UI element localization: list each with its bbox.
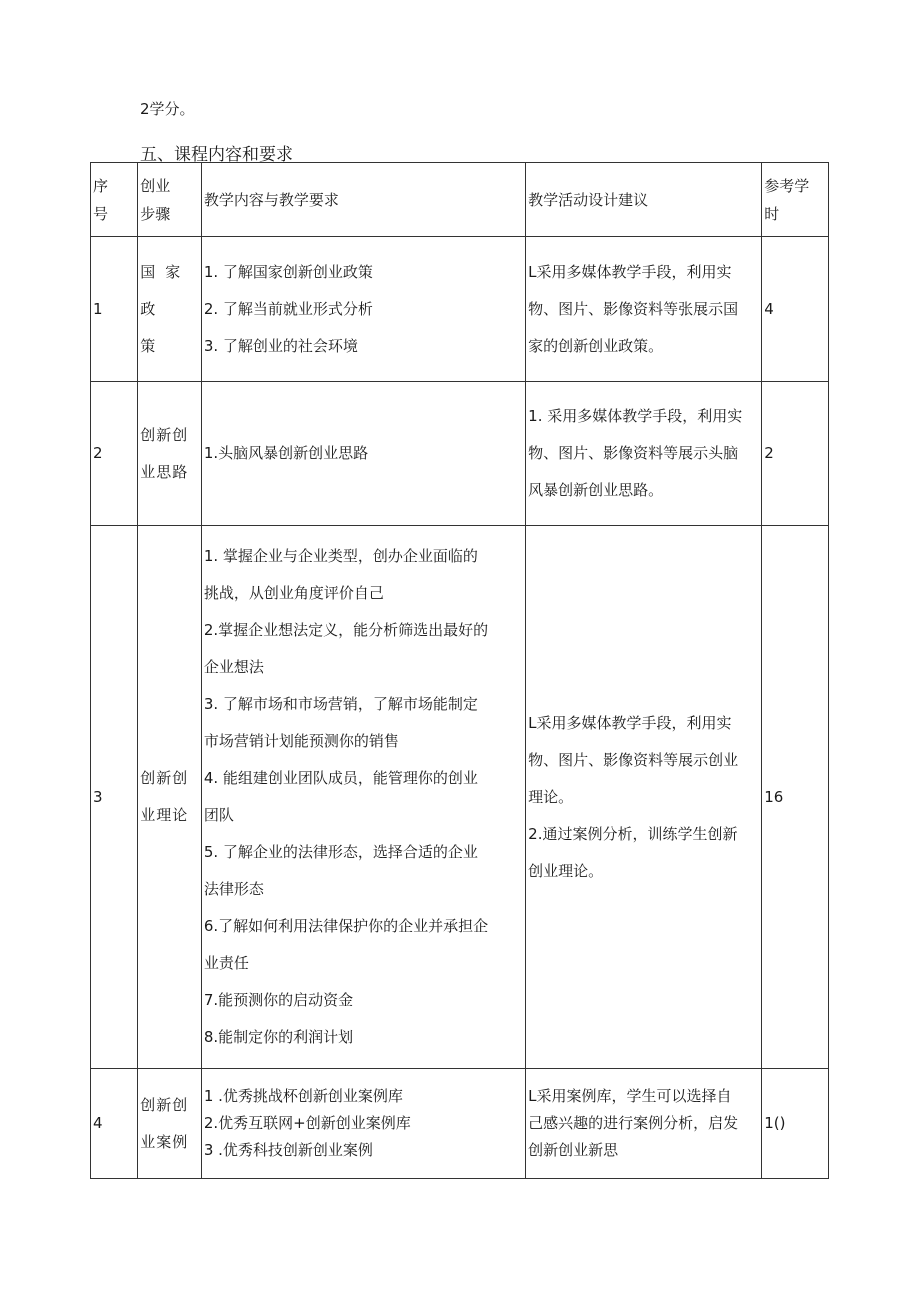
- cell-line: 1. 采用多媒体教学手段，利用实: [528, 407, 743, 425]
- row-step: [138, 237, 202, 382]
- header-no: [91, 163, 138, 237]
- cell-line: 序: [93, 176, 109, 195]
- row-hours: 4: [762, 237, 829, 382]
- cell-line: 参考学: [764, 176, 810, 195]
- course-content-table: [90, 162, 829, 1179]
- row-content: [201, 382, 525, 526]
- row-activity: [526, 1069, 762, 1179]
- cell-line: 3. 了解创业的社会环境: [203, 336, 358, 355]
- cell-line: 创新创: [140, 425, 189, 444]
- cell-line: 策: [140, 336, 166, 355]
- row-step: [138, 526, 202, 1069]
- header-content: 教学内容与教学要求: [201, 163, 525, 237]
- cell-line: 业思路: [140, 462, 189, 481]
- cell-line: 法律形态: [203, 880, 264, 898]
- cell-line: 创新创: [140, 1095, 189, 1114]
- row-hours: 1(): [762, 1069, 829, 1179]
- row-hours: 16: [762, 526, 829, 1069]
- cell-line: 8.能制定你的利润计划: [203, 1028, 354, 1046]
- header-step: [138, 163, 202, 237]
- cell-line: L采用多媒体教学手段，利用实: [528, 713, 732, 732]
- cell-line: 7.能预测你的启动资金: [203, 991, 354, 1009]
- cell-line: 2.优秀互联网+创新创业案例库: [203, 1114, 411, 1132]
- row-step: [138, 382, 202, 526]
- cell-line: 物、图片、影像资料等展示创业: [528, 750, 739, 769]
- header-hours: [762, 163, 829, 237]
- row-content: [201, 237, 525, 382]
- cell-line: 3. 了解市场和市场营销，了解市场能制定: [203, 695, 478, 713]
- cell-line: 1. 了解国家创新创业政策: [203, 262, 373, 281]
- cell-line: 市场营销计划能预测你的销售: [203, 732, 399, 750]
- row-no: 1: [91, 237, 138, 382]
- cell-line: L采用多媒体教学手段，利用实: [528, 262, 732, 281]
- cell-line: 家的创新创业政策。: [528, 336, 664, 355]
- cell-line: 业理论: [140, 806, 189, 824]
- cell-line: 创新创业新思: [528, 1141, 619, 1159]
- cell-line: 物、图片、影像资料等张展示国: [528, 299, 739, 318]
- cell-line: 创新创: [140, 769, 189, 787]
- cell-line: L采用案例库，学生可以选择自: [528, 1087, 732, 1105]
- cell-line: 国家政: [140, 262, 191, 318]
- section-title: 五、课程内容和要求: [140, 145, 293, 165]
- cell-line: 己感兴趣的进行案例分析，启发: [528, 1114, 739, 1132]
- row-content: [201, 526, 525, 1069]
- row-activity: [526, 237, 762, 382]
- cell-line: 风暴创新创业思路。: [528, 481, 664, 499]
- intro-text: 2学分。: [140, 100, 195, 118]
- cell-line: 3 .优秀科技创新创业案例: [203, 1141, 373, 1159]
- cell-line: 创业: [140, 176, 171, 195]
- row-step: [138, 1069, 202, 1179]
- row-content: [201, 1069, 525, 1179]
- cell-line: 5. 了解企业的法律形态，选择合适的企业: [203, 843, 478, 861]
- cell-line: 业责任: [203, 954, 249, 972]
- cell-line: 理论。: [528, 787, 574, 806]
- row-no: 4: [91, 1069, 138, 1179]
- cell-line: 物、图片、影像资料等展示头脑: [528, 444, 739, 462]
- cell-line: 挑战，从创业角度评价自己: [203, 584, 384, 602]
- row-activity: [526, 382, 762, 526]
- table-row: [91, 382, 829, 526]
- cell-line: 2.掌握企业想法定义，能分析筛选出最好的: [203, 621, 489, 639]
- row-hours: 2: [762, 382, 829, 526]
- table-row: [91, 1069, 829, 1179]
- cell-line: 2.通过案例分析，训练学生创新: [528, 824, 738, 843]
- cell-line: 时: [764, 204, 780, 223]
- cell-line: 创业理论。: [528, 861, 604, 880]
- row-activity: [526, 526, 762, 1069]
- cell-line: 步骤: [140, 204, 171, 223]
- table-row: [91, 526, 829, 1069]
- header-activity: 教学活动设计建议: [526, 163, 762, 237]
- table-header-row: [91, 163, 829, 237]
- cell-line: 1 .优秀挑战杯创新创业案例库: [203, 1087, 403, 1105]
- cell-line: 2. 了解当前就业形式分析: [203, 299, 373, 318]
- cell-line: 6.了解如何利用法律保护你的企业并承担企: [203, 917, 489, 935]
- cell-line: 4. 能组建创业团队成员，能管理你的创业: [203, 769, 478, 787]
- cell-line: 企业想法: [203, 658, 264, 676]
- cell-line: 1.头脑风暴创新创业思路: [203, 444, 369, 462]
- cell-line: 1. 掌握企业与企业类型，创办企业面临的: [203, 547, 478, 565]
- cell-line: 号: [93, 204, 109, 223]
- row-no: 3: [91, 526, 138, 1069]
- cell-line: 团队: [203, 806, 234, 824]
- row-no: 2: [91, 382, 138, 526]
- cell-line: 业案例: [140, 1132, 189, 1151]
- table-row: [91, 237, 829, 382]
